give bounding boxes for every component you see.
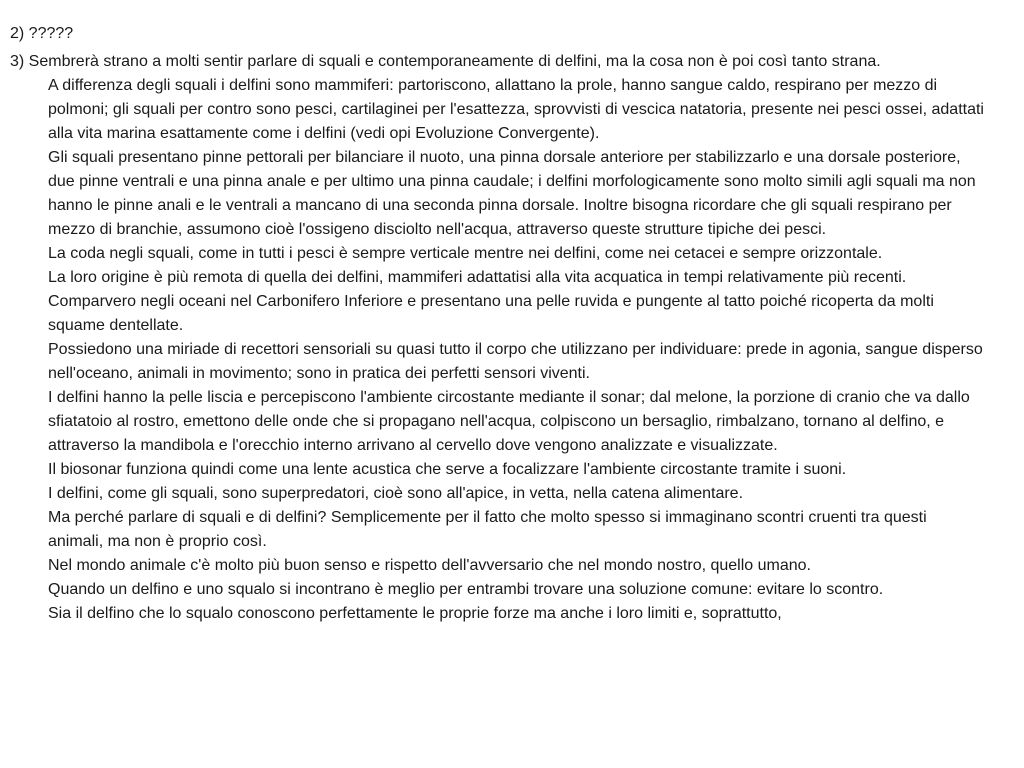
paragraph-limits: Sia il delfino che lo squalo conoscono perfettamente le proprie forze ma anche i loro limiti e, soprattutto, — [48, 605, 782, 622]
list-item-3 — [10, 50, 984, 626]
list-item-3-intro: 3) Sembrerà strano a molti sentir parlare di squali e contemporaneamente di delfini, ma la cosa non è poi così tanto strana. — [10, 53, 881, 70]
paragraph-tail: La coda negli squali, come in tutti i pesci è sempre verticale mentre nei delfini, come nei cetacei e sempre orizzontale. — [48, 245, 883, 262]
paragraph-superpredators: I delfini, come gli squali, sono superpredatori, cioè sono all'apice, in vetta, nella catena alimentare. — [48, 485, 744, 502]
paragraph-sonar: I delfini hanno la pelle liscia e percepiscono l'ambiente circostante mediante il sonar; dal melone, la porzione di cranio che va dallo sfiatatoio al rostro, emettono delle onde che si propagano nell'acqua, colpiscono un bersaglio, rimbalzano, tornano al delfino, e attraverso la mandibola e l'orecchio interno arrivano al cervello dove vengono analizzate e visualizzate. — [48, 389, 970, 454]
paragraph-biosonar: Il biosonar funziona quindi come una lente acustica che serve a focalizzare l'ambiente circostante tramite i suoni. — [48, 461, 847, 478]
list-item-2: 2) ????? — [10, 25, 74, 42]
paragraph-good-sense: Nel mondo animale c'è molto più buon senso e rispetto dell'avversario che nel mondo nostro, quello umano. — [48, 557, 811, 574]
paragraph-mammals-vs-fish: A differenza degli squali i delfini sono mammiferi: partoriscono, allattano la prole, hanno sangue caldo, respirano per mezzo di polmoni; gli squali per contro sono pesci, cartilaginei per l'esattezza, sprovvisti di vescica natatoria, presente nei pesci ossei, adattati alla vita marina esattamente come i delfini (vedi opi Evoluzione Convergente). — [48, 77, 984, 142]
paragraph-origin: La loro origine è più remota di quella dei delfini, mammiferi adattatisi alla vita acquatica in tempi relativamente più recenti. Comparvero negli oceani nel Carbonifero Inferiore e presentano una pelle ruvida e pungente al tatto poiché ricoperta da molti squame dentellate. — [48, 269, 934, 334]
paragraph-why: Ma perché parlare di squali e di delfini? Semplicemente per il fatto che molto spesso si immaginano scontri cruenti tra questi animali, ma non è proprio così. — [48, 509, 927, 550]
paragraph-fins: Gli squali presentano pinne pettorali per bilanciare il nuoto, una pinna dorsale anteriore per stabilizzarlo e una dorsale posteriore, due pinne ventrali e una pinna anale e per ultimo una pinna caudale; i delfini morfologicamente sono molto simili agli squali ma non hanno le pinne anali e le ventrali a mancano di una seconda pinna dorsale. Inoltre bisogna ricordare che gli squali respirano per mezzo di branchie, assumono cioè l'ossigeno disciolto nell'acqua, attraverso queste strutture tipiche dei pesci. — [48, 149, 976, 238]
paragraph-encounter: Quando un delfino e uno squalo si incontrano è meglio per entrambi trovare una soluzione comune: evitare lo scontro. — [48, 581, 884, 598]
paragraph-sensors: Possiedono una miriade di recettori sensoriali su quasi tutto il corpo che utilizzano per individuare: prede in agonia, sangue disperso nell'oceano, animali in movimento; sono in pratica dei perfetti sensori viventi. — [48, 341, 983, 382]
